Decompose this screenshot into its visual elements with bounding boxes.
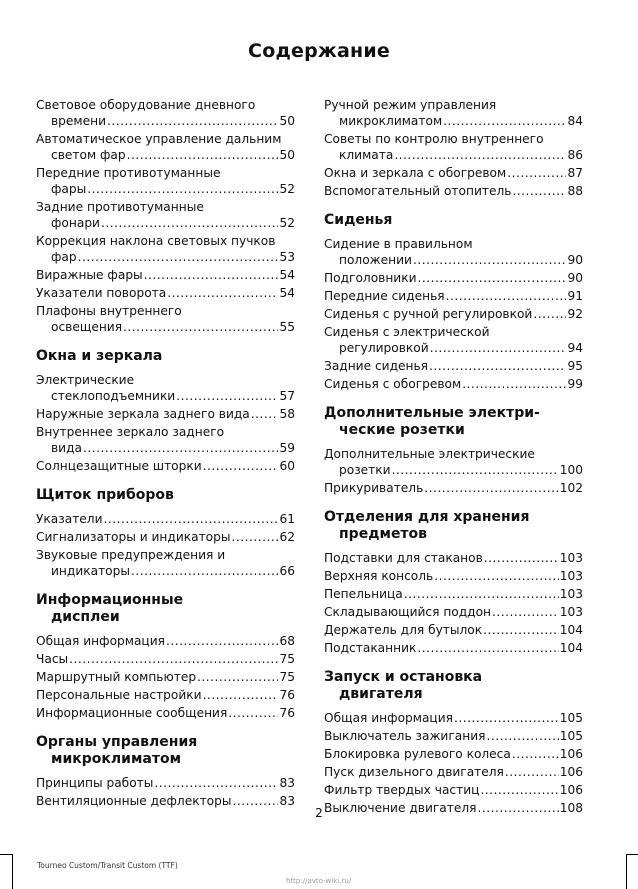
dot-leader [123,319,278,335]
toc-entry-text: Солнцезащитные шторки [36,459,202,473]
toc-entry[interactable] [36,651,295,667]
toc-page-number: 88 [567,184,583,198]
toc-entry[interactable] [36,687,295,703]
dot-leader [69,651,278,667]
dot-leader [251,406,279,422]
section-heading [324,212,583,229]
toc-page-number: 105 [559,729,583,743]
toc-page-number: 90 [567,253,583,267]
section-heading-text: Щиток приборов [36,487,174,503]
section-heading-text: предметов [339,526,428,542]
dot-leader [413,252,567,268]
toc-entry-text: фонари [51,216,100,230]
section-heading-text: ческие розетки [339,422,465,438]
toc-entry[interactable] [36,233,295,265]
toc-entry-text: Сиденья с ручной регулировкой [324,307,533,321]
toc-entry-text: розетки [339,463,391,477]
dot-leader [203,458,279,474]
toc-page-number: 54 [279,268,295,282]
toc-entry[interactable] [36,372,295,404]
toc-page-number: 106 [559,765,583,779]
toc-entry[interactable] [36,303,295,335]
toc-page-number: 83 [279,794,295,808]
toc-page-number: 50 [279,148,295,162]
toc-page-number: 58 [279,407,295,421]
toc-entry-text: Принципы работы [36,776,154,790]
toc-entry-text: Информационные сообщения [36,706,228,720]
dot-leader [533,306,566,322]
toc-entry-text: стеклоподъемники [51,389,176,403]
toc-entry[interactable] [324,764,583,780]
toc-entry-text: Общая информация [36,634,165,648]
crop-mark [626,854,627,889]
dot-leader [483,622,559,638]
dot-leader [203,687,279,703]
toc-page-number: 99 [567,377,583,391]
toc-entry[interactable] [36,775,295,791]
toc-entry-text: климата [339,148,394,162]
toc-entry-text: Складывающийся поддон [324,605,492,619]
section-heading-text: Отделения для хранения [324,509,530,525]
toc-page-number: 94 [567,341,583,355]
toc-entry[interactable] [324,288,583,304]
toc-entry[interactable] [324,358,583,374]
section-heading [36,734,295,768]
dot-leader [486,728,558,744]
dot-leader [446,288,567,304]
toc-page-number: 103 [559,569,583,583]
toc-entry-text: Фильтр твердых частиц [324,783,480,797]
toc-entry[interactable] [324,97,583,129]
toc-entry[interactable] [36,511,295,527]
dot-leader [78,249,279,265]
toc-page-number: 75 [279,670,295,684]
toc-page-number: 103 [559,605,583,619]
toc-page-number: 105 [559,711,583,725]
toc-page-number: 108 [559,801,583,815]
toc-page-number: 59 [279,441,295,455]
section-heading [36,487,295,504]
toc-entry[interactable] [324,446,583,478]
toc-entry-text: регулировкой [339,341,429,355]
toc-entry[interactable] [36,669,295,685]
toc-entry-text: Задние противотуманные [36,200,204,214]
footer-model: Tourneo Custom/Transit Custom (TTF) [37,861,178,870]
toc-entry[interactable] [324,324,583,356]
dot-leader [131,563,279,579]
toc-entry-text: Указатели поворота [36,286,167,300]
dot-leader [507,165,566,181]
toc-entry-text: Задние сиденья [324,359,428,373]
toc-entry[interactable] [324,640,583,656]
toc-entry-text: Окна и зеркала с обогревом [324,166,507,180]
toc-page-number: 95 [567,359,583,373]
toc-page-number: 55 [279,320,295,334]
toc-entry-text: микроклиматом [339,114,443,128]
dot-leader [454,710,559,726]
dot-leader [167,285,278,301]
dot-leader [104,511,279,527]
toc-page-number: 61 [279,512,295,526]
toc-entry[interactable] [324,131,583,163]
toc-page-number: 53 [279,250,295,264]
toc-entry[interactable] [36,424,295,456]
toc-entry-text: Указатели [36,512,103,526]
toc-entry-text: Наружные зеркала заднего вида [36,407,250,421]
toc-entry-text: Коррекция наклона световых пучков [36,234,276,248]
toc-page-number: 102 [559,481,583,495]
dot-leader [480,782,558,798]
toc-entry-text: фары [51,182,87,196]
toc-entry-text: Сидение в правильном [324,237,473,251]
toc-entry[interactable] [36,267,295,283]
dot-leader [83,440,278,456]
crop-mark [0,854,12,855]
toc-entry-text: Ручной режим управления [324,98,497,112]
toc-entry[interactable] [324,622,583,638]
dot-leader [394,147,566,163]
toc-entry-text: Сиденья с обогревом [324,377,462,391]
toc-entry-text: Плафоны внутреннего [36,304,182,318]
toc-page-number: 83 [279,776,295,790]
toc-entry[interactable] [324,586,583,602]
toc-entry-text: Внутреннее зеркало заднего [36,425,225,439]
toc-page-number: 87 [567,166,583,180]
dot-leader [176,388,278,404]
dot-leader [462,376,566,392]
toc-page-number: 91 [567,289,583,303]
section-heading-text: Информационные [36,592,184,608]
toc-entry-text: Пуск дизельного двигателя [324,765,504,779]
toc-page-number: 62 [279,530,295,544]
toc-entry-text: Выключатель зажигания [324,729,486,743]
dot-leader [101,215,279,231]
toc-entry-text: Персональные настройки [36,688,202,702]
dot-leader [107,113,278,129]
toc-right-column [324,97,583,818]
toc-entry-text: Общая информация [324,711,453,725]
toc-entry[interactable] [324,236,583,268]
toc-entry-text: вида [51,441,82,455]
toc-entry[interactable] [324,183,583,199]
section-heading-text: двигателя [339,686,423,702]
toc-entry-text: Дополнительные электрические [324,447,535,461]
toc-entry-text: времени [51,114,106,128]
dot-leader [197,669,278,685]
toc-entry[interactable] [36,529,295,545]
toc-entry-text: Выключение двигателя [324,801,477,815]
toc-page-number: 76 [279,688,295,702]
toc-entry-text: Сиденья с электрической [324,325,490,339]
toc-entry-text: Держатель для бутылок [324,623,483,637]
page-title: Содержание [248,40,390,62]
dot-leader [512,746,559,762]
toc-entry-text: Прикуриватель [324,481,424,495]
dot-leader [492,604,559,620]
toc-entry-text: Подстаканник [324,641,417,655]
toc-entry[interactable] [324,270,583,286]
toc-page-number: 68 [279,634,295,648]
crop-mark [12,854,13,889]
toc-entry[interactable] [36,406,295,422]
toc-entry[interactable] [324,480,583,496]
dot-leader [443,113,566,129]
section-heading-text: Сиденья [324,212,393,228]
toc-entry-text: светом фар [51,148,126,162]
dot-leader [417,640,558,656]
toc-entry[interactable] [324,550,583,566]
toc-page-number: 84 [567,114,583,128]
toc-entry-text: Маршрутный компьютер [36,670,197,684]
dot-leader [512,183,566,199]
toc-page-number: 106 [559,747,583,761]
toc-entry-text: Световое оборудование дневного [36,98,256,112]
toc-page-number: 92 [567,307,583,321]
section-heading [324,405,583,439]
toc-page-number: 106 [559,783,583,797]
dot-leader [434,568,559,584]
toc-entry[interactable] [36,705,295,721]
toc-entry[interactable] [36,199,295,231]
toc-page-number: 104 [559,641,583,655]
toc-entry[interactable] [36,285,295,301]
toc-entry[interactable] [324,568,583,584]
toc-entry-text: Автоматическое управление дальним [36,132,282,146]
toc-page-number: 54 [279,286,295,300]
toc-entry-text: фар [51,250,77,264]
toc-entry-text: Электрические [36,373,135,387]
toc-entry[interactable] [324,710,583,726]
toc-page-number: 104 [559,623,583,637]
toc-left-column [36,97,295,811]
section-heading-text: Дополнительные электри- [324,405,540,421]
toc-entry[interactable] [324,728,583,744]
section-heading [36,592,295,626]
toc-entry-text: Пепельница [324,587,403,601]
toc-entry[interactable] [324,604,583,620]
dot-leader [127,147,279,163]
dot-leader [144,267,279,283]
toc-entry[interactable] [324,376,583,392]
toc-entry-text: Верхняя консоль [324,569,434,583]
toc-page-number: 52 [279,182,295,196]
dot-leader [392,462,559,478]
section-heading-text: Органы управления [36,734,198,750]
toc-entry[interactable] [36,458,295,474]
toc-entry-text: Передние противотуманные [36,166,221,180]
dot-leader [429,358,566,374]
toc-page-number: 76 [279,706,295,720]
dot-leader [87,181,278,197]
toc-page-number: 103 [559,587,583,601]
section-heading-text: дисплеи [51,609,120,625]
toc-page-number: 60 [279,459,295,473]
section-heading-text: микроклиматом [51,751,182,767]
toc-page-number: 86 [567,148,583,162]
toc-page-number: 50 [279,114,295,128]
toc-entry-text: положении [339,253,412,267]
dot-leader [404,586,559,602]
toc-entry[interactable] [324,782,583,798]
section-heading [36,348,295,365]
toc-entry-text: Блокировка рулевого колеса [324,747,511,761]
dot-leader [166,633,279,649]
dot-leader [424,480,558,496]
toc-entry-text: Виражные фары [36,268,143,282]
toc-entry-text: Передние сиденья [324,289,445,303]
toc-entry-text: Сигнализаторы и индикаторы [36,530,231,544]
toc-page-number: 103 [559,551,583,565]
dot-leader [228,705,278,721]
toc-page-number: 66 [279,564,295,578]
toc-page-number: 57 [279,389,295,403]
crop-mark [627,854,638,855]
section-heading [324,509,583,543]
toc-page-number: 75 [279,652,295,666]
toc-page-number: 90 [567,271,583,285]
toc-entry-text: Вентиляционные дефлекторы [36,794,232,808]
toc-entry[interactable] [36,547,295,579]
toc-entry-text: Вспомогательный отопитель [324,184,512,198]
dot-leader [418,270,567,286]
toc-page-number: 100 [559,463,583,477]
toc-entry[interactable] [324,746,583,762]
section-heading [324,669,583,703]
toc-entry-text: индикаторы [51,564,130,578]
toc-entry-text: Подставки для стаканов [324,551,483,565]
toc-entry[interactable] [324,306,583,322]
dot-leader [154,775,278,791]
section-heading-text: Запуск и остановка [324,669,483,685]
footer-url[interactable]: http://avto-wiki.ru/ [286,877,352,885]
dot-leader [505,764,559,780]
toc-entry-text: освещения [51,320,123,334]
toc-entry-text: Часы [36,652,69,666]
toc-entry[interactable] [36,131,295,163]
page-number: 2 [315,806,323,820]
dot-leader [232,529,279,545]
toc-entry[interactable] [36,633,295,649]
toc-entry-text: Звуковые предупреждения и [36,548,226,562]
dot-leader [484,550,559,566]
toc-entry[interactable] [36,97,295,129]
toc-entry[interactable] [36,165,295,197]
dot-leader [430,340,567,356]
toc-entry[interactable] [324,165,583,181]
toc-page-number: 52 [279,216,295,230]
toc-entry-text: Подголовники [324,271,417,285]
section-heading-text: Окна и зеркала [36,348,163,364]
toc-entry-text: Советы по контролю внутреннего [324,132,544,146]
